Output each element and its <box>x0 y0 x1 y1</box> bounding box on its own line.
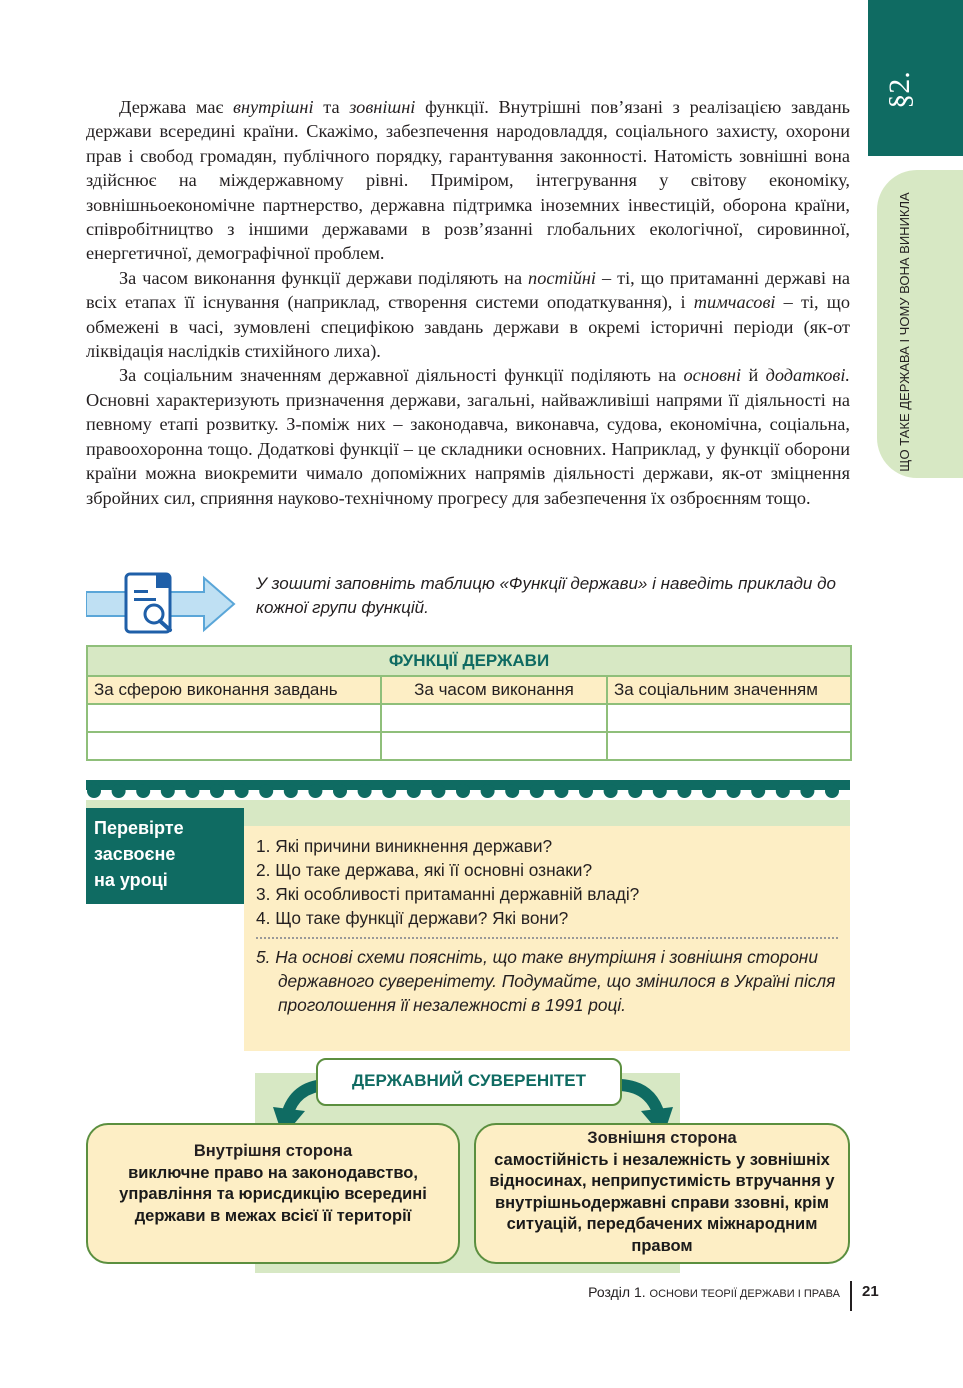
decor-dot <box>284 784 298 798</box>
decor-dot <box>579 784 593 798</box>
decor-dot <box>628 784 642 798</box>
decor-dot <box>161 784 175 798</box>
table-cell <box>607 704 851 732</box>
footer-section: Розділ 1. ОСНОВИ ТЕОРІЇ ДЕРЖАВИ І ПРАВА <box>588 1284 840 1300</box>
decor-dot <box>653 784 667 798</box>
decor-dot <box>382 784 396 798</box>
decor-dot <box>530 784 544 798</box>
question: 2. Що таке держава, які її основні ознаки? <box>256 860 593 880</box>
decor-dot <box>776 784 790 798</box>
decor-dot <box>333 784 347 798</box>
decor-dot <box>358 784 372 798</box>
decor-dot <box>751 784 765 798</box>
table-cell <box>87 732 381 760</box>
dotted-divider <box>86 780 850 802</box>
question: 3. Які особливості притаманні державній владі? <box>256 884 640 904</box>
decor-dot <box>235 784 249 798</box>
paragraph: За часом виконання функції держави поділяють на постійні – ті, що притаманні державі на всіх етапах її існування (наприклад, створення системи оподаткування), і тимчасові – ті, що обмежені в часі, зумовлені специфікою завдань держави в окремі історичні періоди (як-от ліквідація наслідків стихійного лиха). <box>86 267 850 362</box>
table-title: ФУНКЦІЇ ДЕРЖАВИ <box>87 646 851 676</box>
table-cell <box>381 732 607 760</box>
footer-divider <box>850 1281 852 1311</box>
functions-table <box>86 645 852 761</box>
decor-dot <box>702 784 716 798</box>
review-label: Перевірте засвоєне на уроці <box>86 808 244 904</box>
page-number: 21 <box>862 1283 879 1300</box>
decor-dot <box>825 784 839 798</box>
table-cell <box>607 732 851 760</box>
decor-dot <box>308 784 322 798</box>
table-row <box>87 732 851 760</box>
outer-side-box <box>474 1123 850 1264</box>
decor-dot <box>87 784 101 798</box>
decor-dot <box>481 784 495 798</box>
decor-dot <box>456 784 470 798</box>
inner-side-desc: виключне право на законодавство, управління та юрисдикцію всередині держави в межах всієї її території <box>119 1163 427 1225</box>
extra-question: 5. На основі схеми поясніть, що таке внутрішня і зовнішня сторони державного суверенітету. Подумайте, що змінилося в Україні після проголошення її незалежності в 1991 році. <box>256 947 836 1015</box>
decor-dot <box>407 784 421 798</box>
outer-side-title: Зовнішня сторона <box>587 1129 737 1147</box>
inner-side-title: Внутрішня сторона <box>193 1142 353 1160</box>
question: 1. Які причини виникнення держави? <box>256 836 553 856</box>
decor-dot <box>554 784 568 798</box>
decor-dot <box>112 784 126 798</box>
decor-dot <box>136 784 150 798</box>
outer-side-desc: самостійність і незалежність у зовнішніх відносинах, неприпустимість втручання у внутрішньодержавні справи ззовні, крім ситуацій, передбачених міжнародним правом <box>489 1150 835 1255</box>
table-header: За сферою виконання завдань <box>87 676 381 704</box>
task-text: У зошиті заповніть таблицю «Функції держави» і наведіть приклади до кожної групи функцій. <box>256 574 836 617</box>
chapter-title: ЩО ТАКЕ ДЕРЖАВА І ЧОМУ ВОНА ВИНИКЛА <box>897 192 912 472</box>
question: 4. Що таке функції держави? Які вони? <box>256 908 569 928</box>
decor-dot <box>677 784 691 798</box>
inner-side-box <box>86 1123 460 1264</box>
paragraph: Держава має внутрішні та зовнішні функції. Внутрішні пов’язані з реалізацією завдань держави всередині країни. Скажімо, забезпечення народовладдя, соціального захисту, охорони прав і свобод громадян, публічного порядку, гарантування законності. Натомість зовнішні вона здійснює на міждержавному рівні. Приміром, інтегрування у світову економіку, зовнішньоекономічне партнерство, державна підтримка іноземних інвестицій, оборона країни, співробітництво з іншими державами в розв’язанні глобальних екологічної, сировинної, енергетичної, демографічної проблем. <box>86 97 850 264</box>
decor-dot <box>800 784 814 798</box>
table-cell <box>381 704 607 732</box>
dotted-separator <box>256 937 838 939</box>
decor-dot <box>505 784 519 798</box>
decor-dot <box>210 784 224 798</box>
decor-dot <box>604 784 618 798</box>
section-number: §2. <box>883 71 916 109</box>
decor-dot <box>259 784 273 798</box>
table-header: За соціальним значенням <box>607 676 851 704</box>
review-questions <box>244 826 850 1051</box>
decor-dot <box>727 784 741 798</box>
table-row <box>87 704 851 732</box>
decor-dot <box>431 784 445 798</box>
body-text <box>86 95 850 510</box>
document-search-icon <box>86 572 236 636</box>
decor-dot <box>185 784 199 798</box>
table-header: За часом виконання <box>381 676 607 704</box>
paragraph: За соціальним значенням державної діяльності функції поділяють на основні й додаткові. Основні характеризують призначення держави, загальні, найважливіші напрями її діяльності на певному етапі розвитку. З-поміж них – законодавча, виконавча, судова, економічна, соціальна, правоохоронна тощо. Додаткові функції – це складники основних. Наприклад, у функції оборони країни можна виокремити чимало допоміжних напрямів діяльності держави, як-от зміцнення збройних сил, сприяння науково-технічному прогресу для забезпечення їх озброєнням тощо. <box>86 365 850 508</box>
table-cell <box>87 704 381 732</box>
diagram-title: ДЕРЖАВНИЙ СУВЕРЕНІТЕТ <box>316 1058 622 1106</box>
side-tab-title-bg <box>877 170 963 478</box>
